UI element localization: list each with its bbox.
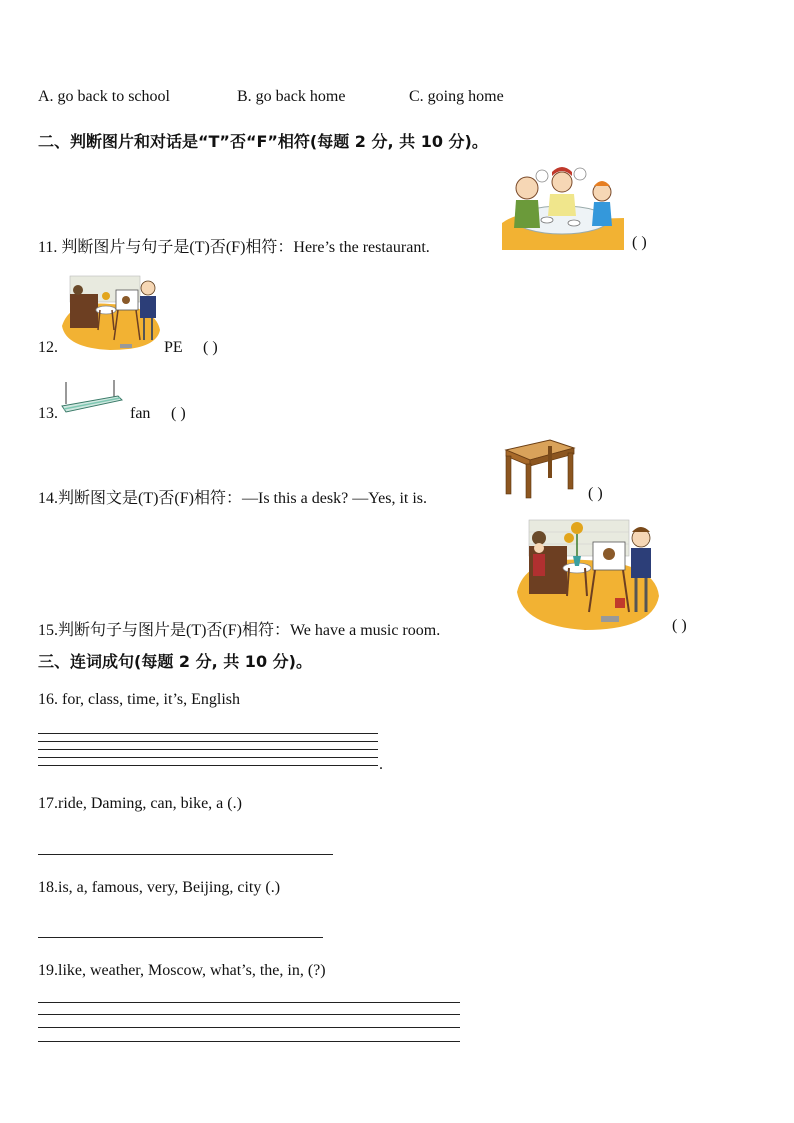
q13-answer-paren[interactable]: ( ) — [171, 405, 186, 422]
q18-text: 18.is, a, famous, very, Beijing, city (.) — [38, 879, 281, 896]
answer-line[interactable] — [38, 854, 333, 855]
option-b: B. go back home — [237, 88, 346, 105]
option-a: A. go back to school — [38, 88, 170, 105]
q14-text: 14.判断图文是(T)否(F)相符：—Is this a desk? —Yes, it is. — [38, 490, 428, 507]
q13-word: fan — [130, 405, 151, 422]
q16-period: . — [379, 756, 383, 773]
section2-title: 二、判断图片和对话是“T”否“F”相符(每题 2 分, 共 10 分)。 — [38, 132, 488, 151]
fluorescent-lamp-picture — [60, 378, 124, 416]
section3-title: 三、连词成句(每题 2 分, 共 10 分)。 — [38, 652, 312, 671]
q13-number: 13. — [38, 405, 58, 422]
wooden-desk-picture — [500, 436, 576, 500]
option-c: C. going home — [409, 88, 504, 105]
answer-line[interactable] — [38, 1041, 460, 1042]
q14-answer-paren[interactable]: ( ) — [588, 485, 603, 502]
answer-line[interactable] — [38, 733, 378, 734]
q15-text: 15.判断句子与图片是(T)否(F)相符：We have a music room. — [38, 622, 441, 639]
q17-text: 17.ride, Daming, can, bike, a (.) — [38, 795, 242, 812]
q12-word: PE — [164, 339, 183, 356]
answer-line[interactable] — [38, 1014, 460, 1015]
boy-painting-picture — [515, 512, 662, 632]
answer-line[interactable] — [38, 741, 378, 742]
q15-answer-paren[interactable]: ( ) — [672, 617, 687, 634]
answer-line[interactable] — [38, 1002, 460, 1003]
q16-text: 16. for, class, time, it’s, English — [38, 691, 241, 708]
answer-line[interactable] — [38, 1027, 460, 1028]
answer-line[interactable] — [38, 765, 378, 766]
q12-answer-paren[interactable]: ( ) — [203, 339, 218, 356]
q12-number: 12. — [38, 339, 58, 356]
boy-painting-picture — [60, 270, 164, 354]
answer-line[interactable] — [38, 749, 378, 750]
answer-line[interactable] — [38, 937, 323, 938]
answer-line[interactable] — [38, 757, 378, 758]
q11-text: 11. 判断图片与句子是(T)否(F)相符：Here’s the restaurant. — [38, 239, 430, 256]
restaurant-family-picture — [502, 168, 624, 250]
q11-answer-paren[interactable]: ( ) — [632, 234, 647, 251]
q19-text: 19.like, weather, Moscow, what’s, the, in, (?) — [38, 962, 326, 979]
